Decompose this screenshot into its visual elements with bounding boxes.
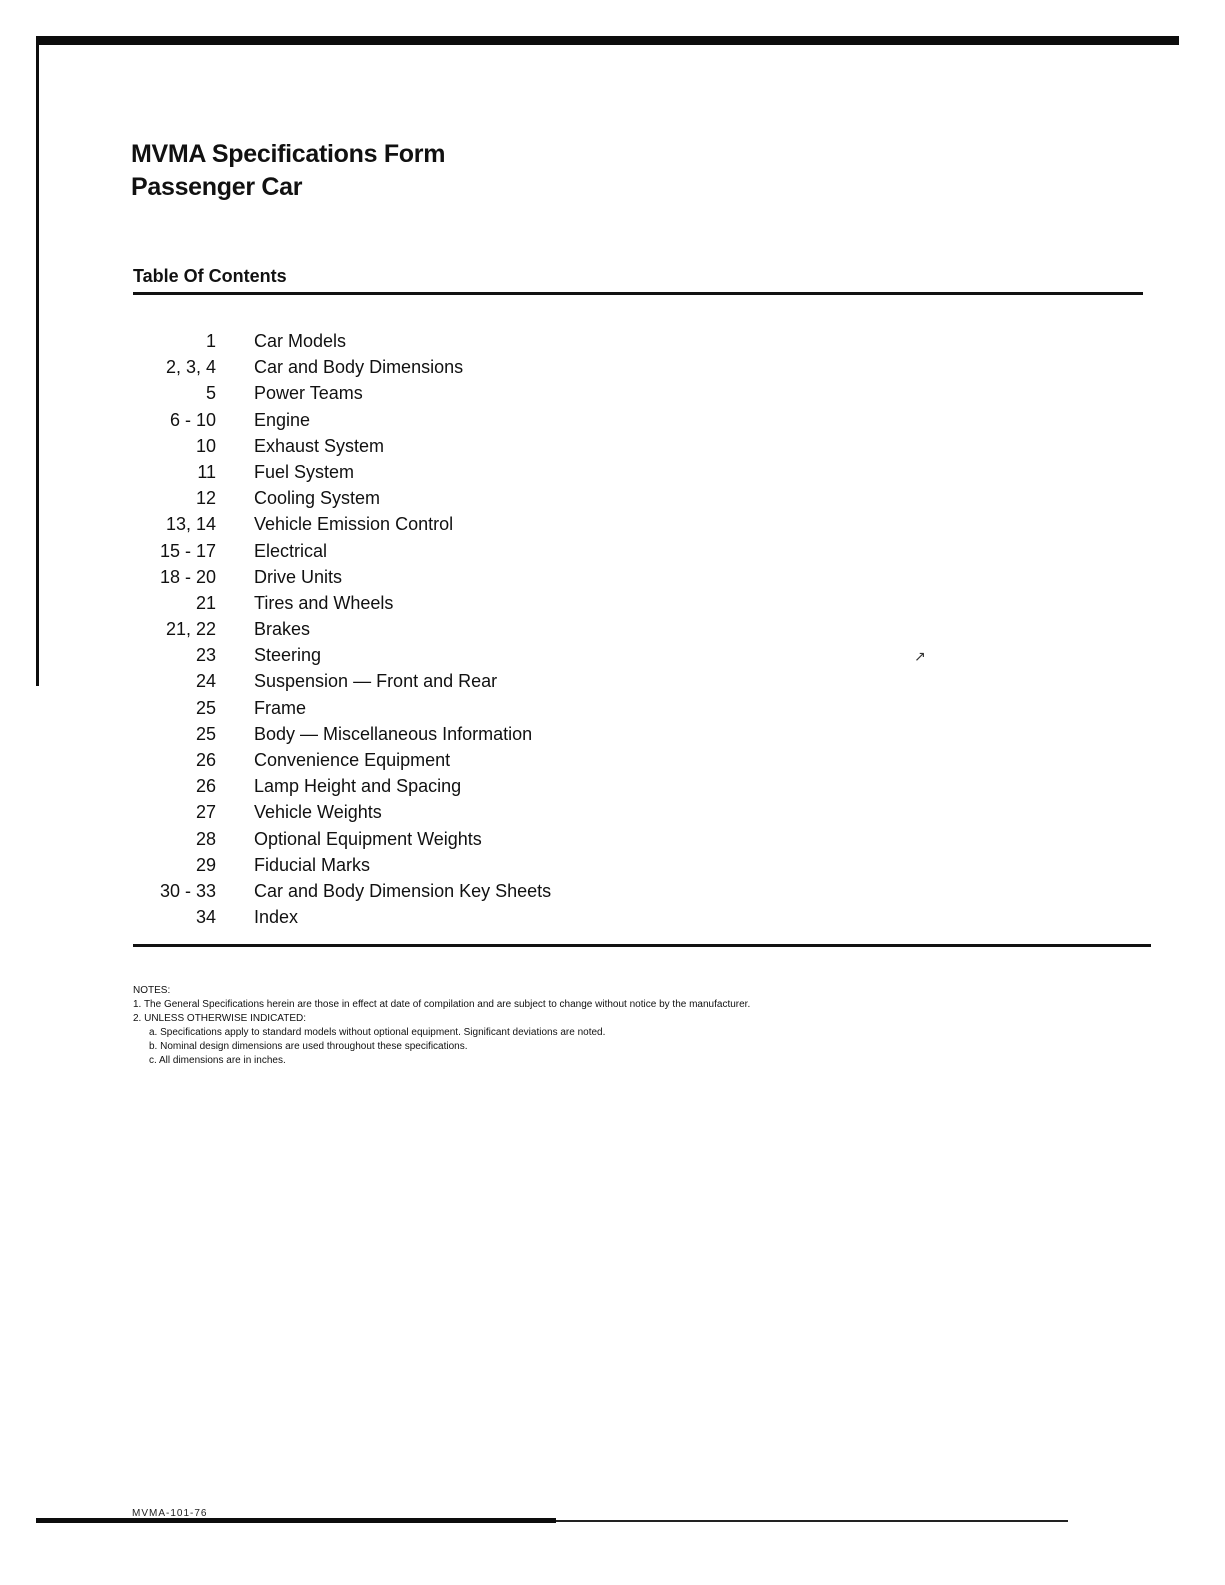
toc-heading: Table Of Contents [133, 266, 287, 286]
toc-row [140, 747, 740, 773]
toc-entry-title: Electrical [254, 540, 328, 561]
toc-page-number: 26 [195, 750, 216, 770]
toc-entry-title: Cooling System [254, 488, 381, 509]
toc-row [140, 459, 740, 485]
pen-mark: ↗ [914, 648, 926, 664]
table-of-contents [140, 328, 740, 930]
notes-section [133, 984, 750, 1068]
toc-top-rule [133, 292, 1143, 295]
toc-row [140, 616, 740, 642]
toc-page-number: 24 [195, 671, 216, 692]
toc-page-number: 25 [195, 697, 216, 718]
toc-entry-title: Frame [254, 697, 307, 718]
toc-page-number: 26 [195, 776, 216, 797]
toc-row [140, 799, 740, 825]
page-title [131, 138, 445, 204]
toc-row [140, 433, 740, 459]
page-border-left [36, 36, 39, 686]
toc-page-number: 25 [195, 723, 216, 744]
toc-page-number: 15 - 17 [159, 540, 216, 561]
toc-row [140, 904, 740, 930]
toc-page-number: 1 [205, 331, 216, 351]
toc-entry-title: Tires and Wheels [254, 592, 394, 613]
toc-row [140, 852, 740, 878]
toc-row [140, 354, 740, 380]
toc-page-number: 6 - 10 [169, 409, 216, 430]
toc-bottom-rule [133, 944, 1151, 947]
toc-row [140, 642, 740, 668]
page-border-bottom [36, 1518, 556, 1523]
toc-page-number: 11 [197, 461, 216, 482]
toc-entry-title: Lamp Height and Spacing [254, 776, 462, 797]
page-border-top [36, 36, 1179, 45]
toc-page-number: 18 - 20 [159, 566, 216, 587]
toc-page-number: 12 [195, 488, 216, 509]
toc-entry-title: Optional Equipment Weights [254, 828, 482, 849]
note-2b: b. Nominal design dimensions are used throughout these specifications. [149, 1041, 468, 1052]
toc-entry-title: Car and Body Dimensions [254, 357, 464, 378]
toc-entry-title: Power Teams [254, 383, 363, 404]
toc-entry-title: Convenience Equipment [254, 750, 451, 770]
toc-page-number: 21 [195, 592, 216, 613]
toc-page-number: 2, 3, 4 [165, 357, 216, 378]
note-1: 1. The General Specifications herein are those in effect at date of compilation and are subject to change without notice by the manufacturer. [133, 999, 751, 1010]
note-2: 2. UNLESS OTHERWISE INDICATED: [133, 1013, 306, 1024]
toc-row [140, 721, 740, 747]
toc-row [140, 695, 740, 721]
title-line-2: Passenger Car [131, 173, 303, 201]
title-line-1: MVMA Specifications Form [131, 140, 446, 168]
toc-entry-title: Body — Miscellaneous Information [254, 723, 533, 744]
toc-row [140, 328, 740, 354]
toc-entry-title: Fuel System [254, 461, 355, 482]
toc-entry-title: Brakes [254, 619, 311, 640]
toc-row [140, 511, 740, 537]
toc-row [140, 407, 740, 433]
toc-row [140, 590, 740, 616]
toc-page-number: 30 - 33 [159, 880, 216, 901]
toc-page-number: 10 [195, 435, 216, 456]
toc-entry-title: Exhaust System [254, 435, 385, 456]
toc-entry-title: Vehicle Weights [254, 802, 382, 823]
toc-entry-title: Fiducial Marks [254, 854, 371, 875]
toc-page-number: 5 [205, 383, 216, 404]
toc-entry-title: Drive Units [254, 566, 343, 587]
toc-row [140, 564, 740, 590]
toc-entry-title: Car and Body Dimension Key Sheets [254, 880, 552, 901]
toc-row [140, 668, 740, 694]
toc-entry-title: Index [254, 907, 299, 928]
note-2a: a. Specifications apply to standard models without optional equipment. Significant deviations are noted. [149, 1027, 606, 1038]
toc-entry-title: Engine [254, 409, 311, 430]
toc-page-number: 27 [195, 802, 216, 823]
toc-row [140, 485, 740, 511]
toc-page-number: 34 [195, 907, 216, 928]
toc-entry-title: Suspension — Front and Rear [254, 671, 498, 692]
notes-heading: NOTES: [133, 985, 171, 996]
toc-page-number: 29 [195, 854, 216, 875]
form-code: MVMA-101-76 [132, 1508, 208, 1519]
toc-entry-title: Steering [254, 645, 322, 666]
toc-row [140, 538, 740, 564]
toc-page-number: 28 [195, 828, 216, 849]
toc-entry-title: Car Models [254, 331, 347, 351]
toc-page-number: 13, 14 [165, 514, 216, 535]
toc-row [140, 773, 740, 799]
toc-page-number: 21, 22 [165, 619, 216, 640]
toc-row [140, 380, 740, 406]
page-border-bottom-thin [556, 1520, 1068, 1522]
note-2c: c. All dimensions are in inches. [149, 1055, 286, 1066]
toc-entry-title: Vehicle Emission Control [254, 514, 454, 535]
toc-row [140, 878, 740, 904]
toc-page-number: 23 [195, 645, 216, 666]
toc-row [140, 826, 740, 852]
